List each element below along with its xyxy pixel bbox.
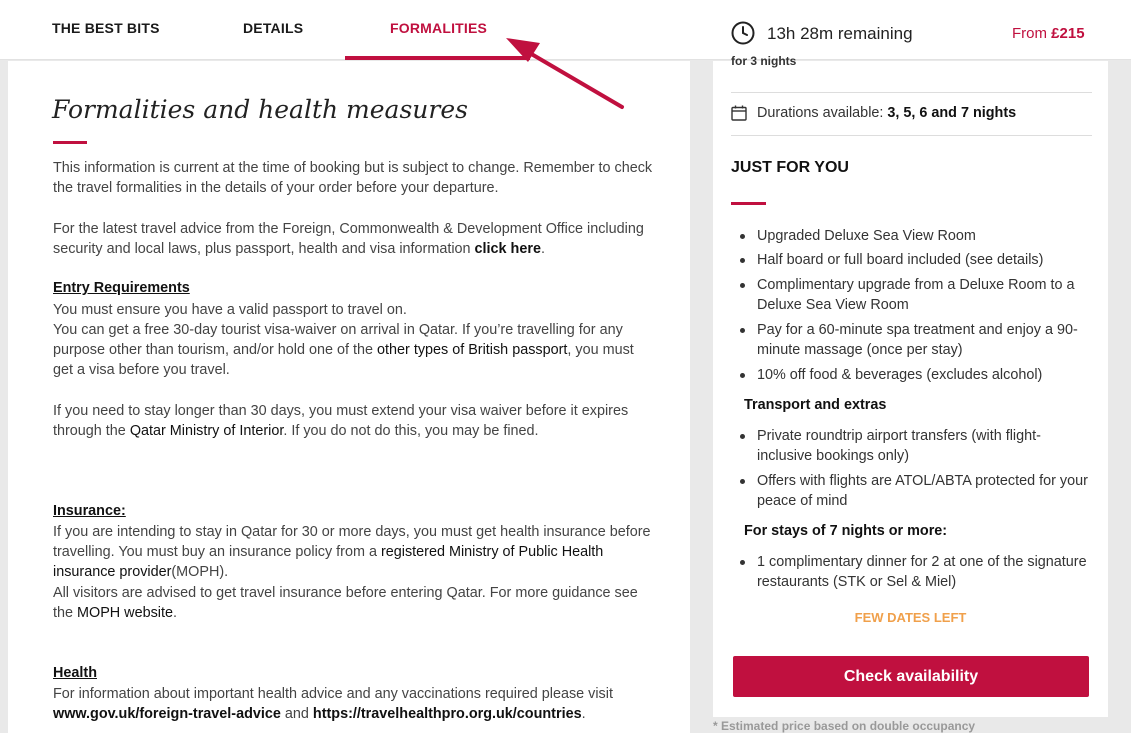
divider [731,92,1092,93]
perk-item: Pay for a 60-minute spa treatment and enjoy a 90-minute massage (once per stay) [757,320,1092,360]
entry-p3-text: If you need to stay longer than 30 days, you must extend your visa waiver before it expires through the [53,403,629,440]
entry-p2-end: , you must get a visa before you travel. [53,342,634,379]
from-label: From [1012,25,1047,42]
active-tab-indicator [345,56,530,60]
health-and: and [284,706,309,723]
tab-details[interactable]: DETAILS [243,20,304,36]
entry-p3 [53,401,653,441]
insurance-p1 [53,522,653,583]
perk-item: Upgraded Deluxe Sea View Room [757,226,1092,246]
insurance-p2-end: . [172,605,177,622]
stays-item: 1 complimentary dinner for 2 at one of the signature restaurants (STK or Sel & Miel) [757,552,1092,592]
durations-label: Durations available: [757,105,884,121]
section-rule [731,202,766,205]
perk-item: Complimentary upgrade from a Deluxe Room to a Deluxe Sea View Room [757,275,1092,315]
health-end: . [581,706,586,723]
advice-body: For the latest travel advice from the Foreign, Commonwealth & Development Office including security and local laws, plus passport, health and visa information [53,221,644,258]
price-from [1012,25,1085,42]
estimate-note: * Estimated price based on double occupancy [713,719,976,733]
perk-item: Half board or full board included (see details) [757,250,1092,270]
insurance-title: Insurance: [53,503,126,519]
durations [757,105,1016,121]
insurance-p2-text: All visitors are advised to get travel insurance before entering Qatar. For more guidance see the [53,585,638,622]
advice-link[interactable]: click here [474,241,541,258]
from-price: £215 [1051,25,1085,42]
stays-title: For stays of 7 nights or more: [744,523,948,539]
moph-website-link[interactable]: MOPH website [77,605,173,622]
perk-item: 10% off food & beverages (excludes alcohol) [757,365,1092,385]
check-availability-button[interactable]: Check availability [733,656,1089,697]
entry-p1: You must ensure you have a valid passport to travel on. [53,302,407,318]
tab-best-bits[interactable]: THE BEST BITS [52,20,160,36]
nights-text: for 3 nights [731,54,797,68]
intro-text: This information is current at the time of booking but is subject to change. Remember to check the travel formalities in the details of your order before your departure. [53,160,653,197]
advice-text: For the latest travel advice from the Foreign, Commonwealth & Development Office including security and local laws, plus passport, health and visa information click here. [53,221,644,258]
few-dates-badge: FEW DATES LEFT [854,610,967,625]
tab-bar [0,0,697,60]
entry-p2-text: You can get a free 30-day tourist visa-waiver on arrival in Qatar. If you’re travelling for any purpose other than tourism, and/or hold one of the [53,322,623,359]
qatar-ministry-link[interactable]: Qatar Ministry of Interior [129,423,284,440]
travelhealthpro-link[interactable]: https://travelhealthpro.org.uk/countries [312,706,582,723]
gov-uk-link[interactable]: www.gov.uk/foreign-travel-advice [53,706,281,723]
divider [731,135,1092,136]
entry-requirements-title: Entry Requirements [53,280,190,296]
entry-p3-end: . If you do not do this, you may be fined. [283,423,539,440]
calendar-icon [731,105,747,121]
title-rule [53,141,87,144]
deal-summary-panel [713,54,1108,717]
transport-item: Private roundtrip airport transfers (with flight-inclusive bookings only) [757,426,1092,466]
transport-title: Transport and extras [744,397,887,413]
insurance-p1-text: If you are intending to stay in Qatar for 30 or more days, you must get health insurance before travelling. You must buy an insurance policy from a [53,524,651,561]
transport-item: Offers with flights are ATOL/ABTA protected for your peace of mind [757,471,1092,511]
insurance-p1-end: (MOPH). [171,564,229,581]
health-body: For information about important health advice and any vaccinations required please visit [53,686,613,702]
british-passport-link[interactable]: other types of British passport [377,342,568,359]
health-text [53,684,653,724]
time-remaining: 13h 28m remaining [767,24,913,43]
clock-icon [731,21,755,45]
just-for-you-title: JUST FOR YOU [731,159,849,176]
insurance-p2 [53,583,653,623]
tab-formalities[interactable]: FORMALITIES [390,20,488,36]
deal-header [697,0,1131,60]
durations-value: 3, 5, 6 and 7 nights [887,105,1017,121]
formalities-panel [8,61,690,733]
entry-p2 [53,320,653,381]
moph-provider-link[interactable]: registered Ministry of Public Health insurance provider [53,544,604,581]
health-title: Health [53,665,97,681]
page-title: Formalities and health measures [52,95,468,124]
